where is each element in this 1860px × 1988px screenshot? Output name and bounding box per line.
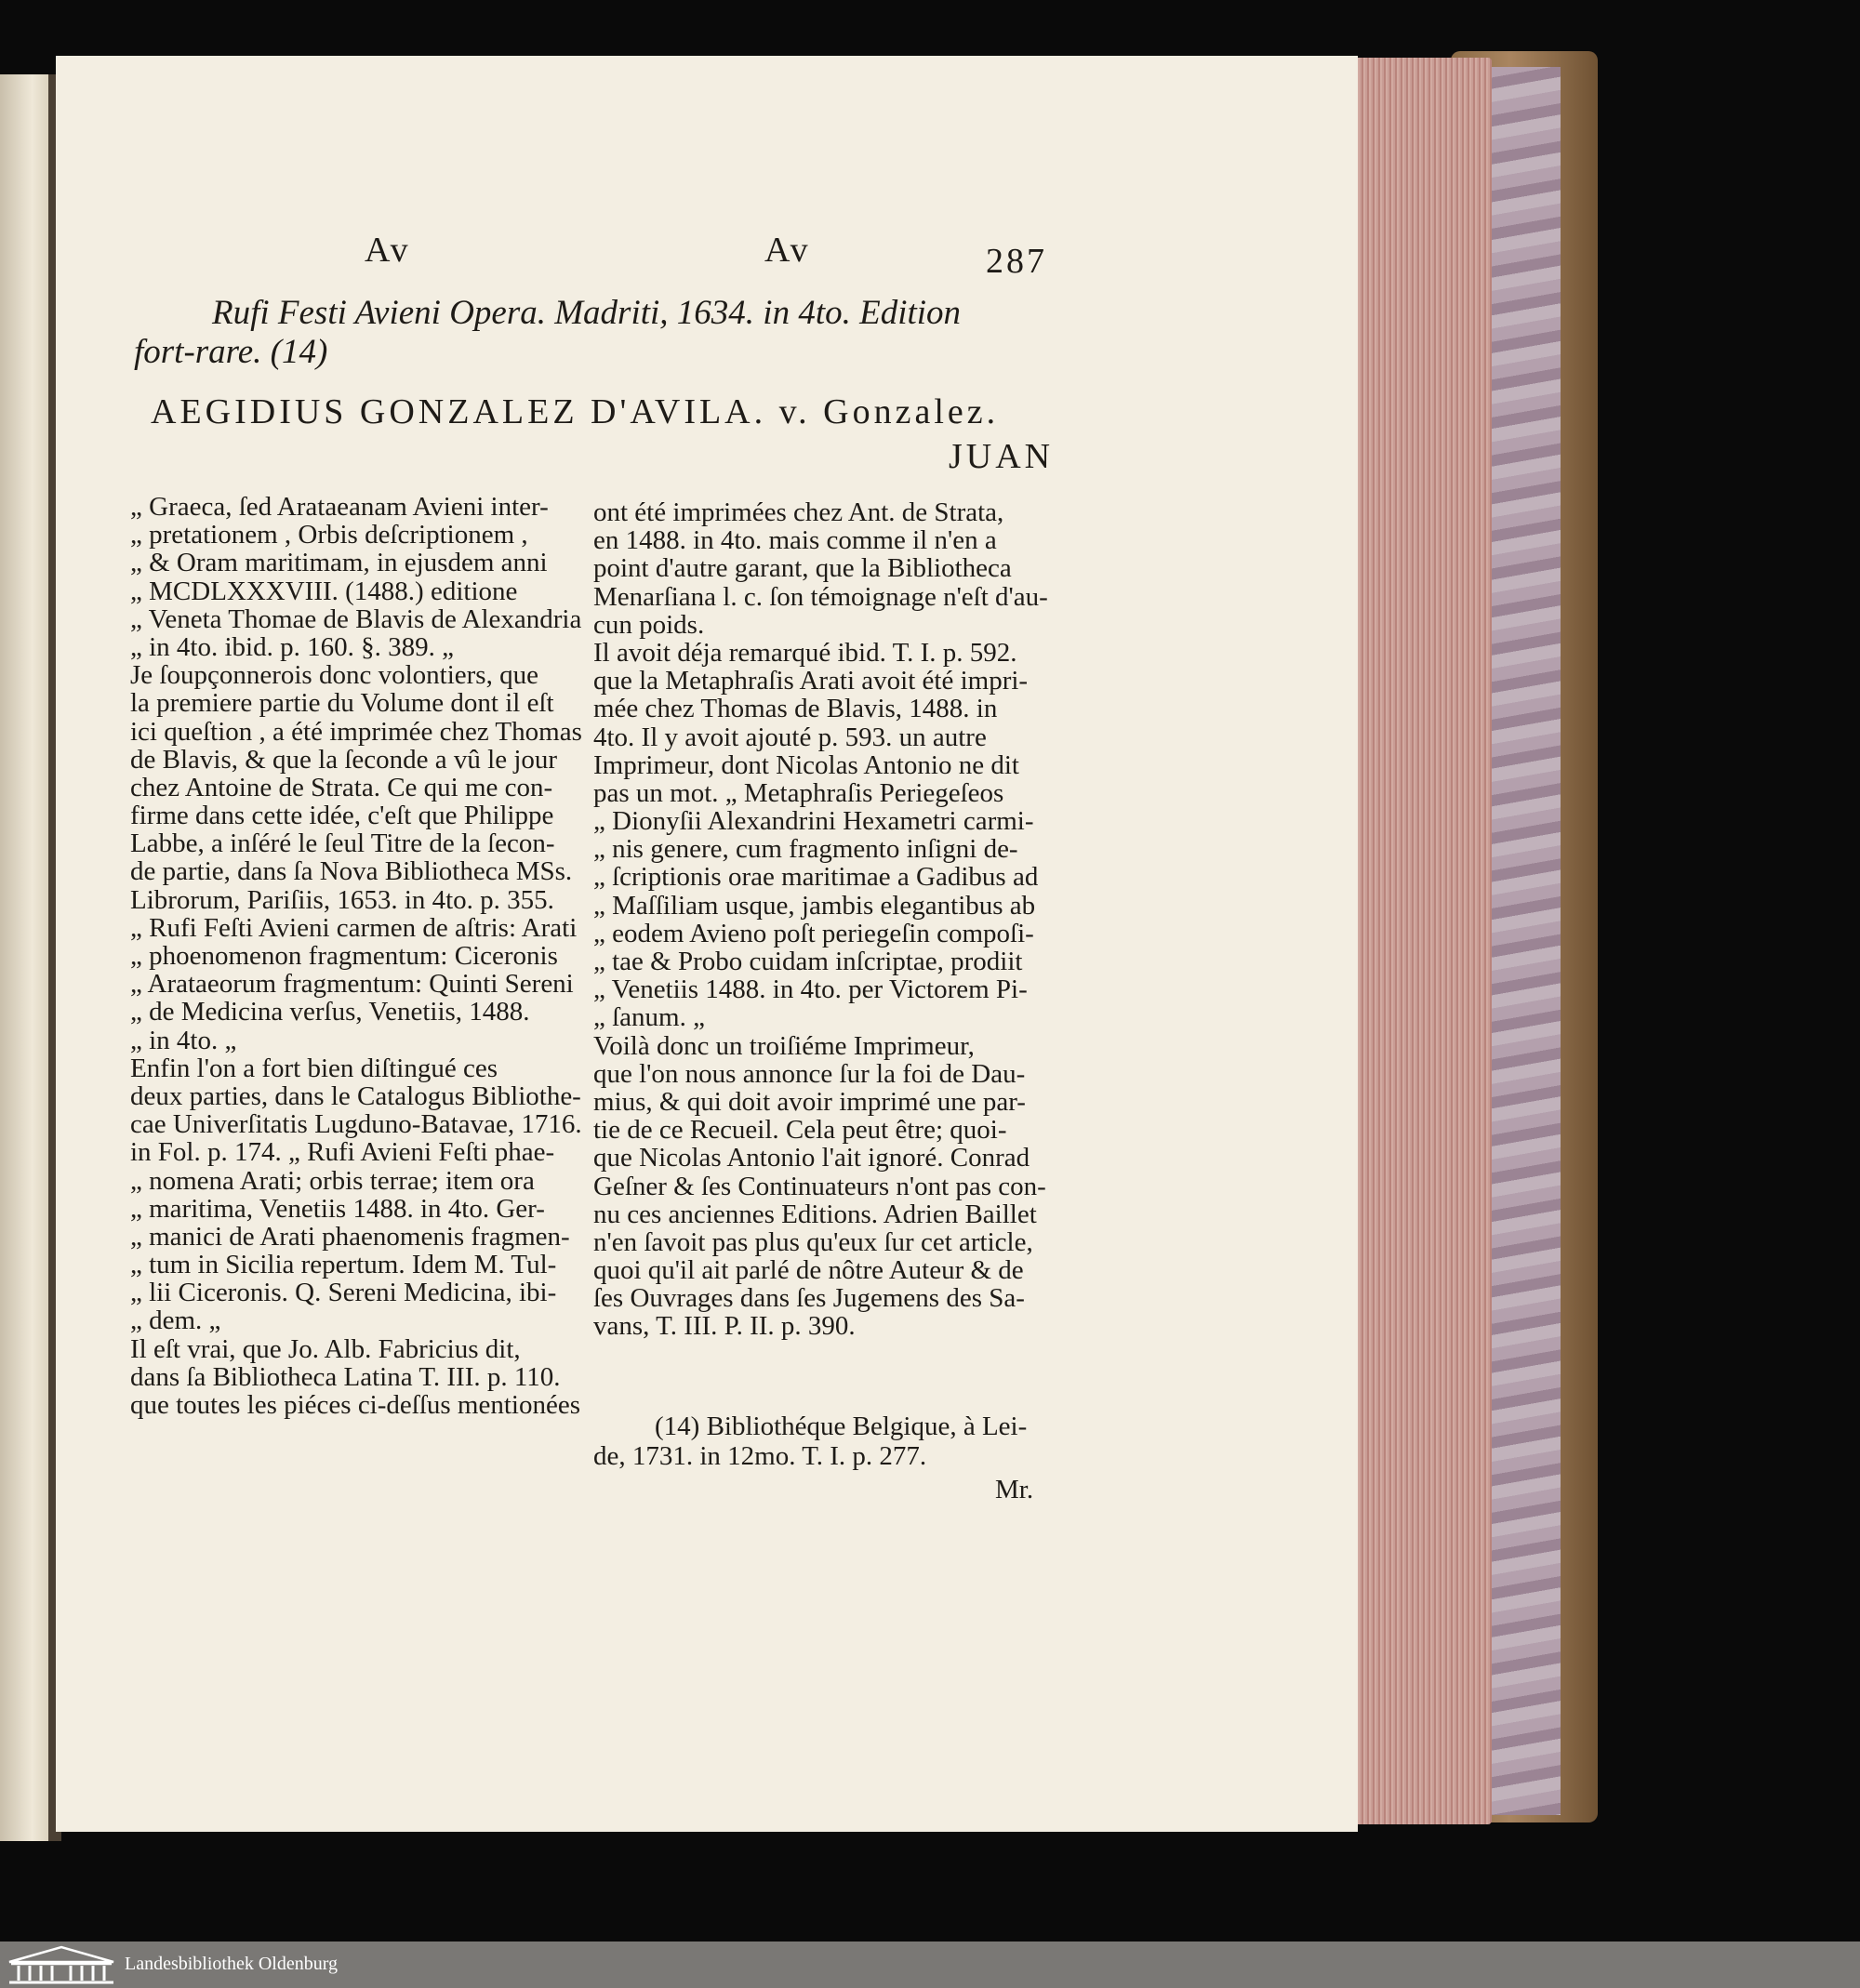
left-column-line: „ Rufi Feſti Avieni carmen de aſtris: Arati — [130, 912, 578, 943]
left-column-line: ici queſtion , a été imprimée chez Thomas — [130, 716, 582, 747]
right-column-line: „ Maſſiliam usque, jambis elegantibus ab — [593, 890, 1036, 921]
right-column-line: mius, & qui doit avoir imprimé une par- — [593, 1086, 1026, 1117]
left-column-line: que toutes les piéces ci-deſſus mentionées — [130, 1390, 580, 1420]
right-column-line: Il avoit déja remarqué ibid. T. I. p. 592. — [593, 637, 1017, 668]
footnote-line-2: de, 1731. in 12mo. T. I. p. 277. — [593, 1441, 927, 1471]
left-column-line: Enfin l'on a fort bien diſtingué ces — [130, 1053, 498, 1083]
library-building-icon — [6, 1943, 117, 1986]
left-column-line: deux parties, dans le Catalogus Bibliothe- — [130, 1080, 581, 1111]
left-column-line: „ & Oram maritimam, in ejusdem anni — [130, 548, 548, 578]
left-column-line: „ MCDLXXXVIII. (1488.) editione — [130, 576, 518, 606]
left-column-line: „ tum in Sicilia repertum. Idem M. Tul- — [130, 1250, 557, 1280]
left-column-line: chez Antoine de Strata. Ce qui me con- — [130, 772, 553, 802]
right-column-line: point d'autre garant, que la Bibliotheca — [593, 553, 1012, 584]
entry-title: AEGIDIUS GONZALEZ D'AVILA. v. Gonzalez. — [151, 392, 1000, 431]
facing-page-edge — [0, 74, 54, 1841]
footnote-line-1: (14) Bibliothéque Belgique, à Lei- — [655, 1411, 1028, 1441]
right-column-line: „ ſcriptionis orae maritimae a Gadibus ad — [593, 862, 1039, 893]
right-column-line: Menarſiana l. c. ſon témoignage n'eſt d'au- — [593, 581, 1048, 612]
left-column-line: „ in 4to. „ — [130, 1025, 237, 1055]
entry-heading-line-2: fort-rare. (14) — [134, 333, 328, 371]
right-column-line: que Nicolas Antonio l'ait ignoré. Conrad — [593, 1143, 1030, 1173]
catchword-juan: JUAN — [949, 437, 1055, 476]
right-column-line: n'en ſavoit pas plus qu'eux ſur cet article, — [593, 1226, 1033, 1257]
right-column-line: que la Metaphraſis Arati avoit été impri- — [593, 666, 1029, 696]
running-header-center: Av — [764, 231, 811, 270]
right-column-line: „ Dionyſii Alexandrini Hexametri carmi- — [593, 806, 1034, 837]
right-column-line: quoi qu'il ait parlé de nôtre Auteur & de — [593, 1255, 1024, 1286]
left-column-line: „ in 4to. ibid. p. 160. §. 389. „ — [130, 631, 454, 662]
left-column-line: „ de Medicina verſus, Venetiis, 1488. — [130, 997, 530, 1027]
left-column-line: Librorum, Pariſiis, 1653. in 4to. p. 355. — [130, 884, 554, 915]
left-column-line: Il eſt vrai, que Jo. Alb. Fabricius dit, — [130, 1333, 521, 1364]
left-column-line: „ nomena Arati; orbis terrae; item ora — [130, 1165, 535, 1196]
left-column-line: „ Arataeorum fragmentum: Quinti Sereni — [130, 969, 574, 1000]
left-column-line: „ Veneta Thomae de Blavis de Alexandria — [130, 603, 582, 634]
right-column-line: „ tae & Probo cuidam inſcriptae, prodiit — [593, 947, 1023, 976]
left-column-line: la premiere partie du Volume dont il eſt — [130, 688, 554, 719]
right-column-line: „ Venetiis 1488. in 4to. per Victorem Pi- — [593, 974, 1028, 1005]
right-column-line: cun poids. — [593, 609, 705, 640]
left-column-line: „ phoenomenon fragmentum: Ciceronis — [130, 941, 558, 971]
left-column-line: Labbe, a inſéré le ſeul Titre de la ſecon- — [130, 828, 555, 859]
entry-heading-line-1: Rufi Festi Avieni Opera. Madriti, 1634. in 4to. Edition — [212, 294, 962, 332]
left-column-line: Je ſoupçonnerois donc volontiers, que — [130, 660, 538, 691]
right-column-line: tie de ce Recueil. Cela peut être; quoi- — [593, 1115, 1007, 1146]
left-column — [130, 493, 582, 1419]
page-edges — [1354, 58, 1492, 1824]
left-column-line: „ manici de Arati phaenomenis fragmen- — [130, 1221, 570, 1252]
right-column-line: nu ces anciennes Editions. Adrien Baillet — [593, 1199, 1037, 1229]
left-column-line: cae Univerſitatis Lugduno-Batavae, 1716. — [130, 1109, 582, 1140]
left-column-line: de Blavis, & que la ſeconde a vû le jour — [130, 744, 558, 775]
left-column-line: firme dans cette idée, c'eſt que Philippe — [130, 801, 554, 831]
left-column-line: „ dem. „ — [130, 1305, 221, 1336]
right-column-line: mée chez Thomas de Blavis, 1488. in — [593, 694, 998, 724]
running-header-left: Av — [365, 231, 411, 270]
right-column-line: Geſner & ſes Continuateurs n'ont pas con- — [593, 1171, 1046, 1201]
right-column-line: Voilà donc un troiſiéme Imprimeur, — [593, 1030, 975, 1061]
left-column-line: „ maritima, Venetiis 1488. in 4to. Ger- — [130, 1193, 545, 1224]
left-column-line: in Fol. p. 174. „ Rufi Avieni Feſti phae- — [130, 1137, 555, 1168]
right-column-line: ſes Ouvrages dans ſes Jugemens des Sa- — [593, 1283, 1025, 1314]
right-column-line: „ ſanum. „ — [593, 1002, 705, 1033]
right-column-line: que l'on nous annonce ſur la foi de Dau- — [593, 1058, 1026, 1089]
left-column-line: de partie, dans ſa Nova Bibliotheca MSs. — [130, 856, 573, 887]
left-column-line: „ pretationem , Orbis deſcriptionem , — [130, 520, 528, 550]
page-number: 287 — [986, 242, 1047, 281]
right-column-line: ont été imprimées chez Ant. de Strata, — [593, 497, 1004, 527]
right-column-line: „ eodem Avieno poſt periegeſin compoſi- — [593, 918, 1034, 948]
left-column-line: dans ſa Bibliotheca Latina T. III. p. 110. — [130, 1361, 561, 1392]
footer-institution: Landesbibliothek Oldenburg — [125, 1954, 339, 1974]
right-column-line: Imprimeur, dont Nicolas Antonio ne dit — [593, 749, 1019, 780]
left-column-line: „ Graeca, ſed Arataeanam Avieni inter- — [130, 492, 549, 522]
right-column — [593, 498, 1048, 1341]
right-column-line: vans, T. III. P. II. p. 390. — [593, 1311, 856, 1342]
catchword-bottom: Mr. — [995, 1475, 1034, 1504]
left-column-line: „ lii Ciceronis. Q. Sereni Medicina, ibi- — [130, 1278, 557, 1308]
right-column-line: 4to. Il y avoit ajouté p. 593. un autre — [593, 722, 987, 752]
right-column-line: pas un mot. „ Metaphraſis Periegeſeos — [593, 777, 1004, 808]
right-column-line: „ nis genere, cum fragmento inſigni de- — [593, 834, 1018, 865]
right-column-line: en 1488. in 4to. mais comme il n'en a — [593, 525, 997, 556]
